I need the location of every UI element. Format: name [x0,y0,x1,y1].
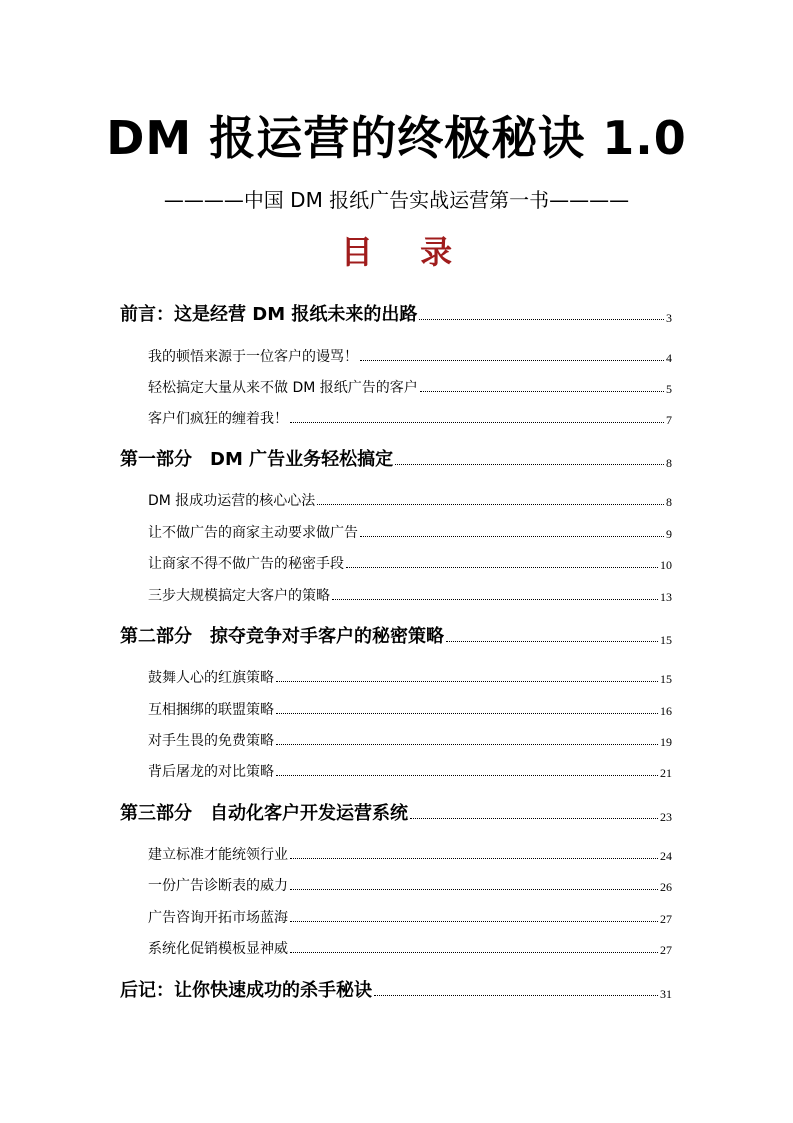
toc-entry[interactable] [148,699,672,719]
toc-entry-label: 我的顿悟来源于一位客户的谩骂！ [148,349,358,365]
dot-leader [317,504,664,505]
toc-entry-label: 鼓舞人心的红旗策略 [148,670,274,686]
toc-entry-page: 31 [660,987,672,1001]
toc-entry-page: 15 [660,672,672,686]
dot-leader [290,921,658,922]
toc-entry[interactable] [120,622,672,648]
toc-entry[interactable] [148,844,672,864]
dot-leader [276,744,658,745]
toc-entry-label: 客户们疯狂的缠着我！ [148,411,288,427]
toc-entry-page: 10 [660,558,672,572]
toc-entry-page: 26 [660,880,672,894]
toc-entry-label: 第三部分 自动化客户开发运营系统 [120,803,408,824]
toc-entry-page: 9 [666,527,672,541]
dot-leader [290,952,658,953]
toc-entry[interactable] [148,522,672,542]
toc-entry-page: 8 [666,456,672,470]
toc-entry[interactable] [120,300,672,326]
toc-entry-label: 背后屠龙的对比策略 [148,764,274,780]
toc-entry-page: 15 [660,633,672,647]
toc-entry-label: 建立标准才能统领行业 [148,847,288,863]
toc-entry[interactable] [120,445,672,471]
dot-leader [360,360,664,361]
dot-leader [290,858,658,859]
toc-entry-page: 7 [666,413,672,427]
toc-entry[interactable] [148,490,672,510]
toc-entry-label: 前言：这是经营 DM 报纸未来的出路 [120,304,418,325]
toc-entry[interactable] [148,761,672,781]
dot-leader [360,536,664,537]
document-subtitle: ————中国 DM 报纸广告实战运营第一书———— [163,188,630,212]
dot-leader [410,818,658,819]
toc-entry-page: 23 [660,810,672,824]
dot-leader [276,775,658,776]
toc-entry-label: 一份广告诊断表的威力 [148,878,288,894]
toc-entry-page: 3 [666,311,672,325]
dot-leader [374,995,658,996]
document-title: DM 报运营的终极秘诀 1.0 [106,111,687,165]
toc-entry-label: 后记：让你快速成功的杀手秘诀 [120,980,372,1001]
toc-entry[interactable] [148,907,672,927]
toc-entry-page: 27 [660,912,672,926]
toc-entry[interactable] [120,799,672,825]
toc-entry-label: 第二部分 掠夺竞争对手客户的秘密策略 [120,626,444,647]
toc-entry-page: 19 [660,735,672,749]
toc-entry-page: 16 [660,704,672,718]
toc-entry-label: 广告咨询开拓市场蓝海 [148,910,288,926]
dot-leader [420,391,664,392]
toc-entry-label: 第一部分 DM 广告业务轻松搞定 [120,449,394,470]
toc-entry[interactable] [148,875,672,895]
toc-entry-label: 互相捆绑的联盟策略 [148,702,274,718]
toc-entry[interactable] [148,667,672,687]
toc-entry-label: 三步大规模搞定大客户的策略 [148,588,330,604]
toc-entry-label: 系统化促销模板显神威 [148,941,288,957]
toc-entry-page: 8 [666,495,672,509]
toc-heading: 目 录 [340,233,471,271]
dot-leader [290,889,658,890]
dot-leader [346,567,658,568]
dot-leader [276,713,658,714]
dot-leader [419,319,664,320]
toc-entry[interactable] [148,377,672,397]
dot-leader [332,599,658,600]
dot-leader [446,641,658,642]
dot-leader [395,464,664,465]
toc-entry[interactable] [120,976,672,1002]
toc-entry[interactable] [148,408,672,428]
toc-entry-page: 4 [666,351,672,365]
toc-entry-page: 5 [666,382,672,396]
toc-entry-label: 轻松搞定大量从来不做 DM 报纸广告的客户 [148,380,418,396]
toc-entry-page: 27 [660,943,672,957]
toc-entry-page: 13 [660,590,672,604]
toc-entry-label: DM 报成功运营的核心心法 [148,493,316,509]
toc-entry-label: 让不做广告的商家主动要求做广告 [148,525,358,541]
toc-entry-page: 21 [660,766,672,780]
toc-entry[interactable] [148,730,672,750]
toc-entry[interactable] [148,346,672,366]
toc-entry[interactable] [148,553,672,573]
toc-entry-label: 让商家不得不做广告的秘密手段 [148,556,344,572]
toc-entry[interactable] [148,585,672,605]
toc-entry-page: 24 [660,849,672,863]
toc-entry[interactable] [148,938,672,958]
dot-leader [276,681,658,682]
toc-entry-label: 对手生畏的免费策略 [148,733,274,749]
dot-leader [290,422,664,423]
